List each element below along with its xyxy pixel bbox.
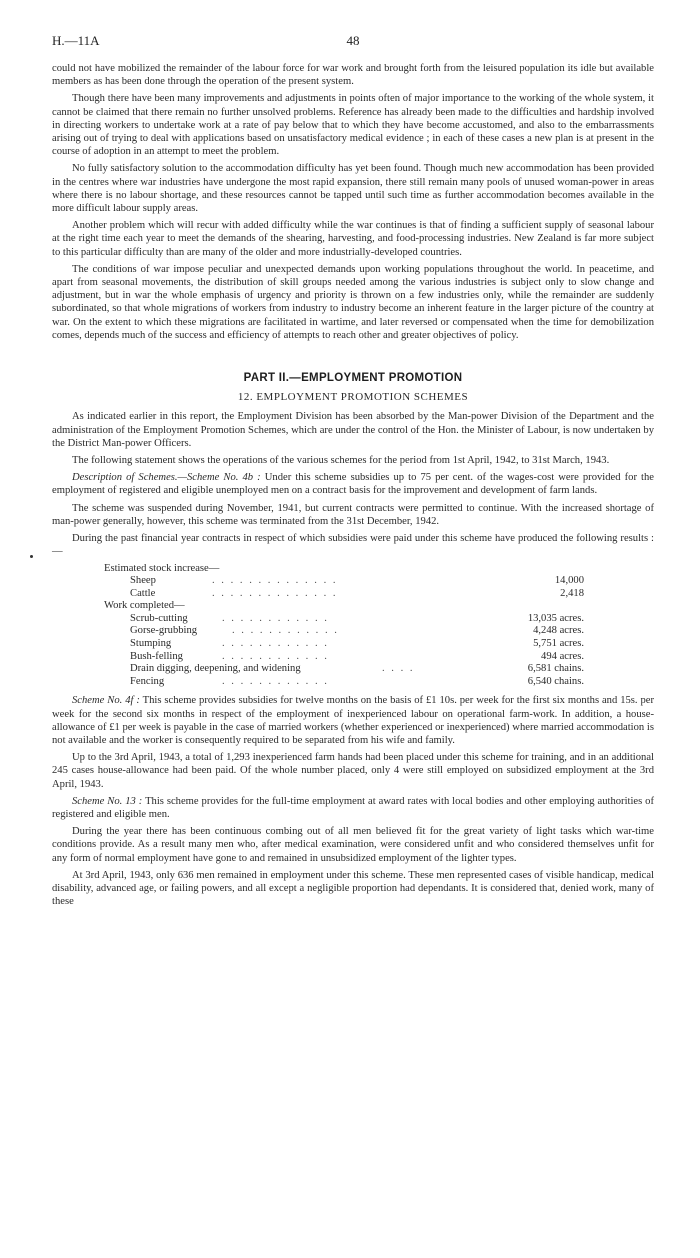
leader-dots: . . . . . . . . . . . .	[232, 625, 339, 637]
scheme-13-label: Scheme No. 13 :	[72, 795, 143, 807]
stat-label: Bush-felling	[130, 650, 183, 662]
stat-row	[52, 676, 654, 689]
paragraph: could not have mobilized the remainder of the labour force for war work and brought forth from the leisured population its idle but available members as has been done through the operation of the present system.	[52, 63, 654, 88]
document-reference: H.—11A	[52, 33, 100, 48]
stat-row	[52, 638, 654, 651]
stat-label: Fencing	[130, 675, 165, 687]
page-number: 48	[346, 33, 360, 48]
paragraph: During the past financial year contracts in respect of which subsidies were paid under this scheme have produced the following results :—	[52, 533, 654, 558]
section-title: 12. EMPLOYMENT PROMOTION SCHEMES	[237, 391, 469, 404]
stock-heading: Estimated stock increase—	[104, 562, 220, 574]
part-title: PART II.—EMPLOYMENT PROMOTION	[243, 372, 463, 385]
paragraph: The scheme was suspended during November, 1941, but current contracts were permitted to continue. With the increased shortage of man-power generally, however, this scheme was terminated from the 31st December, 1942.	[52, 502, 654, 527]
leader-dots: . . . . . . . . . . . . . .	[212, 587, 338, 599]
paragraph: During the year there has been continuous combing out of all men believed fit for the great variety of light tasks which war-time conditions provide. As a result many men who, after medical examination, were considered unfit and who considered themselves unfit for any form of normal employment have gone to and remained in unsubsidized employment of the lighter types.	[52, 826, 654, 864]
work-heading: Work completed—	[104, 600, 185, 612]
scheme-4f-paragraph	[52, 694, 654, 747]
stat-row	[52, 663, 654, 676]
scheme-13-paragraph	[52, 795, 654, 821]
scheme-4b-text: Under this scheme subsidies up to 75 per cent. of the wages-cost were provided for the employment of registered and eligible unemployed men on a contract basis for the improvement and development of farm lands.	[52, 472, 655, 497]
stat-label: Sheep	[130, 575, 156, 587]
stat-label: Scrub-cutting	[130, 612, 188, 624]
paragraph: Another problem which will recur with added difficulty while the war continues is that of finding a sufficient supply of seasonal labour at the right time each year to meet the demands of the shearing, harvesting, and food-processing industries. New Zealand is far more subject to this particular difficulty than are many of the older and more industrially-developed countries.	[52, 220, 654, 258]
paragraph: At 3rd April, 1943, only 636 men remained in employment under this scheme. These men represented cases of visible handicap, medical disability, advanced age, or failing powers, and all except a negligible proportion had dependants. It is considered that, denied work, many of these	[52, 869, 654, 908]
stat-label: Stumping	[130, 638, 172, 650]
leader-dots: . . . . . . . . . . . . . .	[212, 575, 338, 587]
scheme-4b-label: Description of Schemes.—Scheme No. 4b :	[72, 472, 261, 484]
stat-value: 494 acres.	[541, 650, 584, 662]
stat-row	[52, 625, 654, 638]
paragraph: The following statement shows the operations of the various schemes for the period from 1st April, 1942, to 31st March, 1943.	[72, 455, 610, 467]
page-header	[52, 34, 654, 62]
stat-value: 13,035 acres.	[527, 612, 584, 624]
stat-row	[52, 575, 654, 588]
paragraph: Though there have been many improvements and adjustments in points often of major importance to the working of the whole system, it cannot be claimed that there remain no further unsolved problems. Reference has already been made to the difficulties and hardship involved in directing workers to undertake work at a rate of pay below that to which they have become accustomed, and also to the embarrassments arising out of trying to deal with applications based on unsatisfactory medical evidence ; in each of these cases a new plan is at present in the course of adoption in an attempt to meet the problem.	[52, 93, 654, 158]
scheme-4b-paragraph	[52, 471, 654, 497]
scheme-13-text: This scheme provides for the full-time employment at award rates with local bodies and other employing authorities of registered and eligible men.	[52, 795, 654, 821]
leader-dots: . . . . . . . . . . . .	[222, 675, 329, 687]
stat-label: Gorse-grubbing	[130, 625, 198, 637]
leader-dots: . . . . . . . . . . . .	[222, 638, 329, 650]
stat-value: 5,751 acres.	[533, 638, 584, 650]
leader-dots: . . . . . . . . . . . .	[222, 650, 329, 662]
stat-value: 2,418	[560, 587, 584, 599]
stat-row	[52, 588, 654, 601]
paragraph: Up to the 3rd April, 1943, a total of 1,293 inexperienced farm hands had been placed under this scheme for training, and in an additional 245 cases house-allowance had been paid. Of the whole number placed, only 4 were still employed on subsidized employment at the 3rd April, 1943.	[52, 752, 654, 790]
leader-dots: . . . .	[382, 663, 415, 675]
margin-dot	[30, 555, 33, 558]
stat-value: 6,540 chains.	[527, 675, 584, 687]
stat-value: 14,000	[554, 575, 584, 587]
leader-dots: . . . . . . . . . . . .	[222, 612, 329, 624]
paragraph: As indicated earlier in this report, the Employment Division has been absorbed by the Man-power Division of the Department and the administration of the Employment Promotion Schemes, which are under the control of the Hon. the Minister of Labour, is now undertaken by the District Man-power Officers.	[52, 411, 654, 449]
stat-label: Cattle	[130, 587, 156, 599]
results-statistics	[52, 563, 654, 689]
stat-label: Drain digging, deepening, and widening	[130, 663, 301, 675]
paragraph: The conditions of war impose peculiar and unexpected demands upon working populations throughout the world. In peacetime, and apart from seasonal movements, the distribution of skill groups needed among the various industries is subject only to slow change and adjustment, but in war the whole emphasis of urgency and priority is thrown on a few industries only, while the remainder are suddenly subordinated, so that whole migrations of workers from industry to industry become an inherent feature in the larger picture of the country at war. On the extent to which these migrations are facilitated in wartime, and later reversed or compensated when the time for demobilization comes, depends much of the success and efficiency of attempts to reach other and greater objectives of policy.	[52, 263, 654, 341]
stat-row	[52, 613, 654, 626]
stat-value: 6,581 chains.	[527, 663, 584, 675]
scheme-4f-label: Scheme No. 4f :	[72, 695, 140, 707]
stat-row	[52, 651, 654, 664]
paragraph: No fully satisfactory solution to the accommodation difficulty has yet been found. Though much new accommodation has been provided in the centres where war industries have undergone the most rapid expansion, there still remain many pools of unused woman-power in areas where there is no labour shortage, and these resources cannot be tapped until such time as further accommodation becomes available in the more difficult labour supply areas.	[52, 163, 654, 215]
scheme-4f-text: This scheme provides subsidies for twelve months on the basis of £1 10s. per week for the first six months and 15s. per week for the second six months in respect of the employment of inexperienced labour on operational farm-work. In addition, a house-allowance of £1 per week is payable in the case of married workers (whether experienced or inexperienced) where married accommodation is not available and the worker is consequently required to be separated from his wife and family.	[52, 695, 655, 747]
stat-value: 4,248 acres.	[533, 625, 584, 637]
